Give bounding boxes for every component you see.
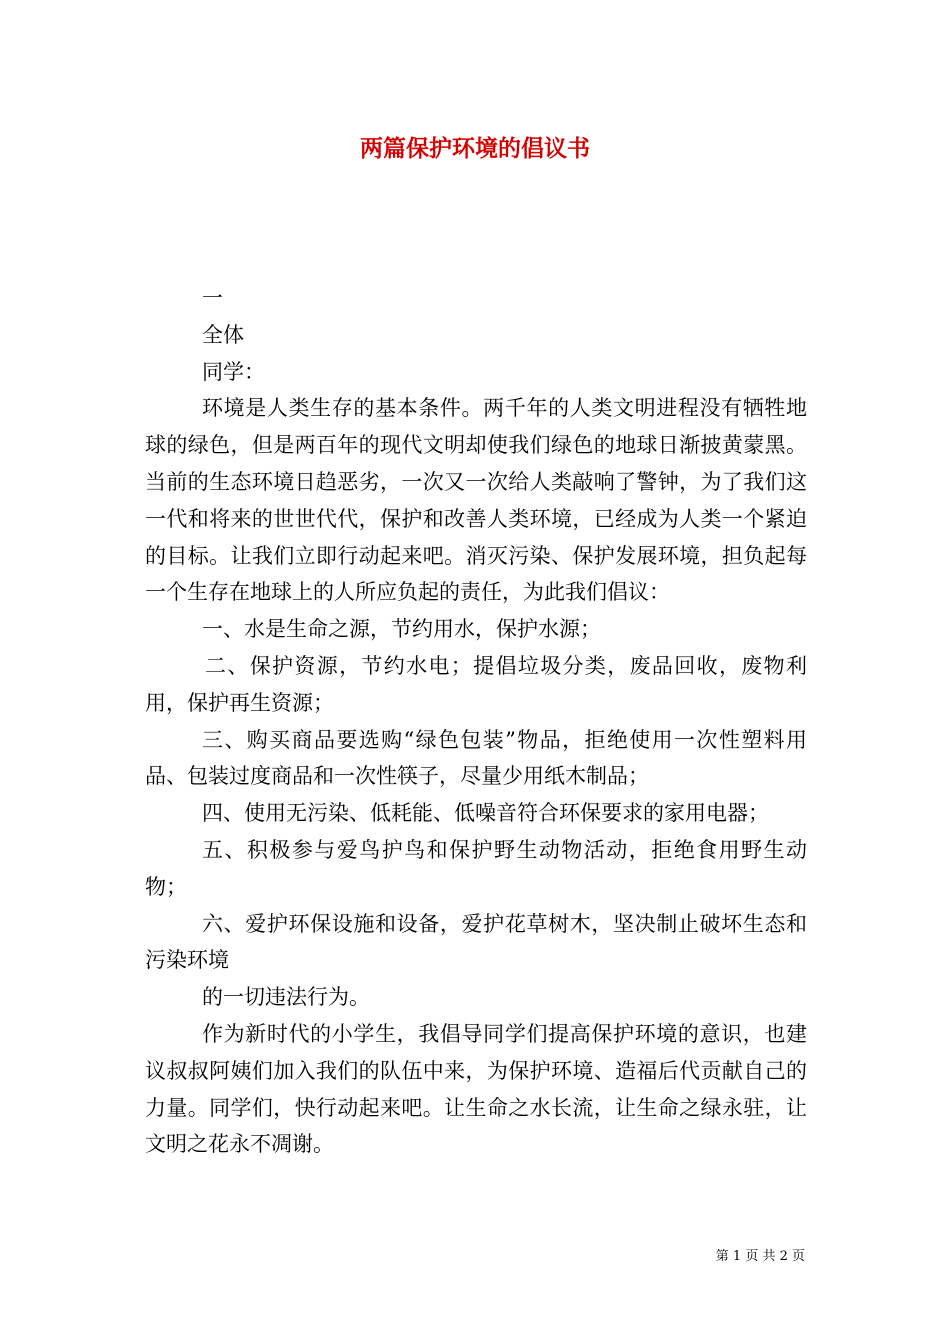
proposal-item-2: 二、保护资源，节约水电；提倡垃圾分类，废品回收，废物利用，保护再生资源； [145,653,807,715]
paragraph-section-number: 一 [202,286,223,310]
paragraph-salutation-line1: 全体 [202,322,244,347]
proposal-item-5: 五、积极参与爱鸟护鸟和保护野生动物活动，拒绝食用野生动物； [145,837,807,899]
page-title: 两篇保护环境的倡议书 [360,135,590,162]
paragraph-salutation-line2: 同学： [202,359,265,384]
paragraph-introduction: 环境是人类生存的基本条件。两千年的人类文明进程没有牺牲地球的绿色，但是两百年的现代文明却使我们绿色的地球日渐披黄蒙黑。当前的生态环境日趋恶劣，一次又一次给人类敲响了警钟，为了我们这一代和将来的世世代代，保护和改善人类环境，已经成为人类一个紧迫的目标。让我们立即行动起来吧。消灭污染、保护发展环境，担负起每一个生存在地球上的人所应负起的责任，为此我们倡议： [145,396,807,605]
proposal-item-6: 六、爱护环保设施和设备，爱护花草树木，坚决制止破坏生态和污染环境 [145,911,807,973]
proposal-item-6-continued: 的一切违法行为。 [202,985,370,1010]
proposal-item-3: 三、购买商品要选购“绿色包装”物品，拒绝使用一次性塑料用品、包装过度商品和一次性筷子，尽量少用纸木制品； [145,727,807,789]
paragraph-conclusion: 作为新时代的小学生，我倡导同学们提高保护环境的意识，也建议叔叔阿姨们加入我们的队伍中来，为保护环境、造福后代贡献自己的力量。同学们，快行动起来吧。让生命之水长流，让生命之绿永驻，让文明之花永不凋谢。 [145,1021,807,1157]
proposal-item-1: 一、水是生命之源，节约用水，保护水源； [202,617,601,642]
proposal-item-4: 四、使用无污染、低耗能、低噪音符合环保要求的家用电器； [202,801,769,826]
page-number-footer: 第 1 页 共 2 页 [715,1249,805,1264]
document-body [145,280,807,1163]
